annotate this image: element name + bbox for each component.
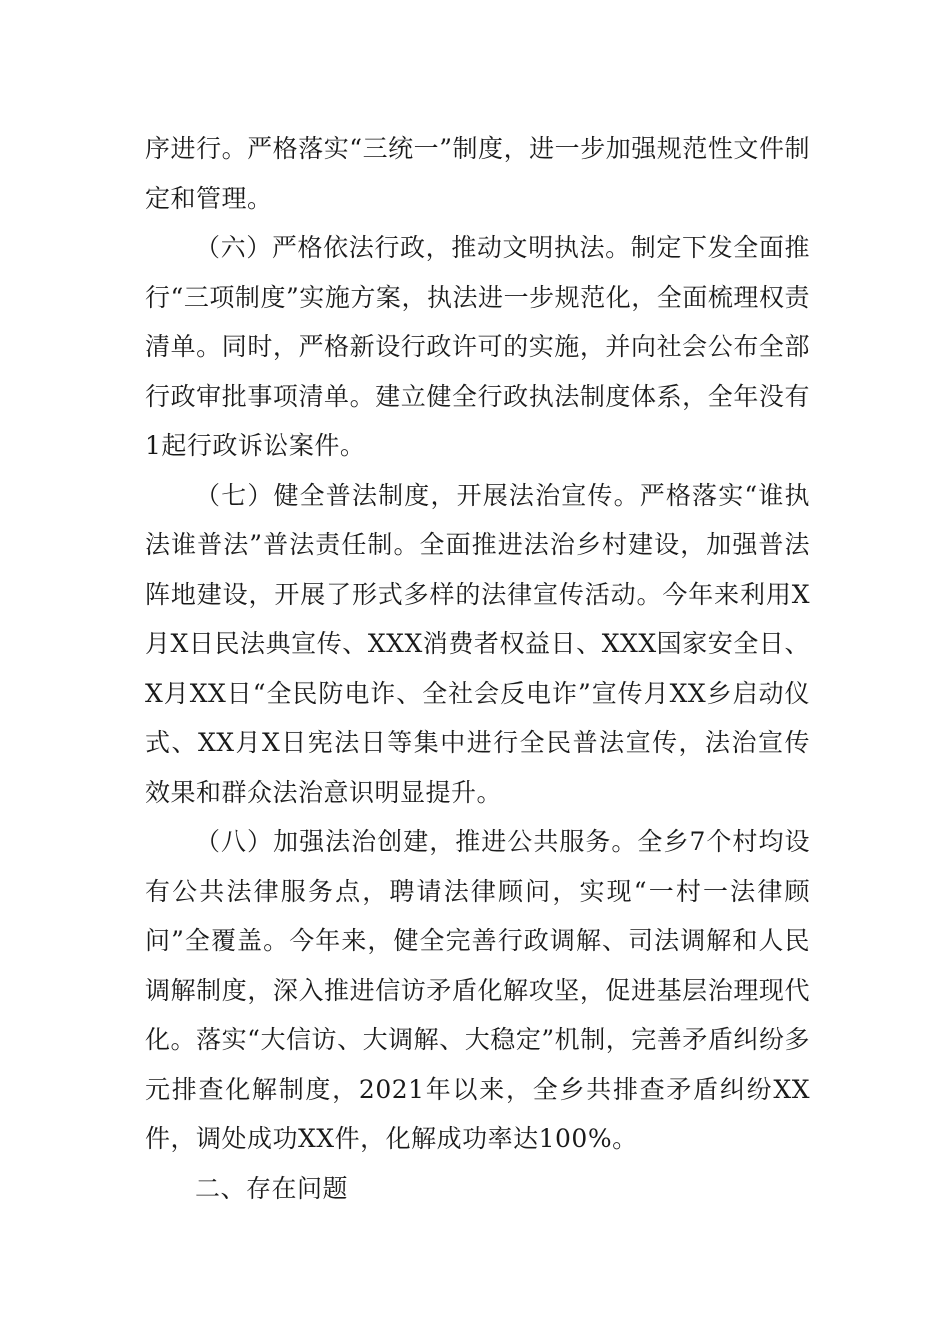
paragraph-section-7: （七）健全普法制度，开展法治宣传。严格落实“谁执法谁普法”普法责任制。全面推进法治乡村建设，加强普法阵地建设，开展了形式多样的法律宣传活动。今年来利用X月X日民法典宣传、XXX消费者权益日、XXX国家安全日、X月XX日“全民防电诈、全社会反电诈”宣传月XX乡启动仪式、XX月X日宪法日等集中进行全民普法宣传，法治宣传效果和群众法治意识明显提升。 xyxy=(145,480,810,807)
paragraph-section-8: （八）加强法治创建，推进公共服务。全乡7个村均设有公共法律服务点，聘请法律顾问，实现“一村一法律顾问”全覆盖。今年来，健全完善行政调解、司法调解和人民调解制度，深入推进信访矛盾化解攻坚，促进基层治理现代化。落实“大信访、大调解、大稳定”机制，完善矛盾纠纷多元排查化解制度，2021年以来，全乡共排查矛盾纠纷XX件，调处成功XX件，化解成功率达100%。 xyxy=(145,827,810,1153)
paragraph-section-6: （六）严格依法行政，推动文明执法。制定下发全面推行“三项制度”实施方案，执法进一步规范化，全面梳理权责清单。同时，严格新设行政许可的实施，并向社会公布全部行政审批事项清单。建立健全行政执法制度体系，全年没有1起行政诉讼案件。 xyxy=(145,233,810,460)
section-heading-problems: 二、存在问题 xyxy=(195,1173,349,1203)
paragraph-continuation: 序进行。严格落实“三统一”制度，进一步加强规范性文件制定和管理。 xyxy=(145,134,810,213)
document-body xyxy=(145,124,810,1213)
